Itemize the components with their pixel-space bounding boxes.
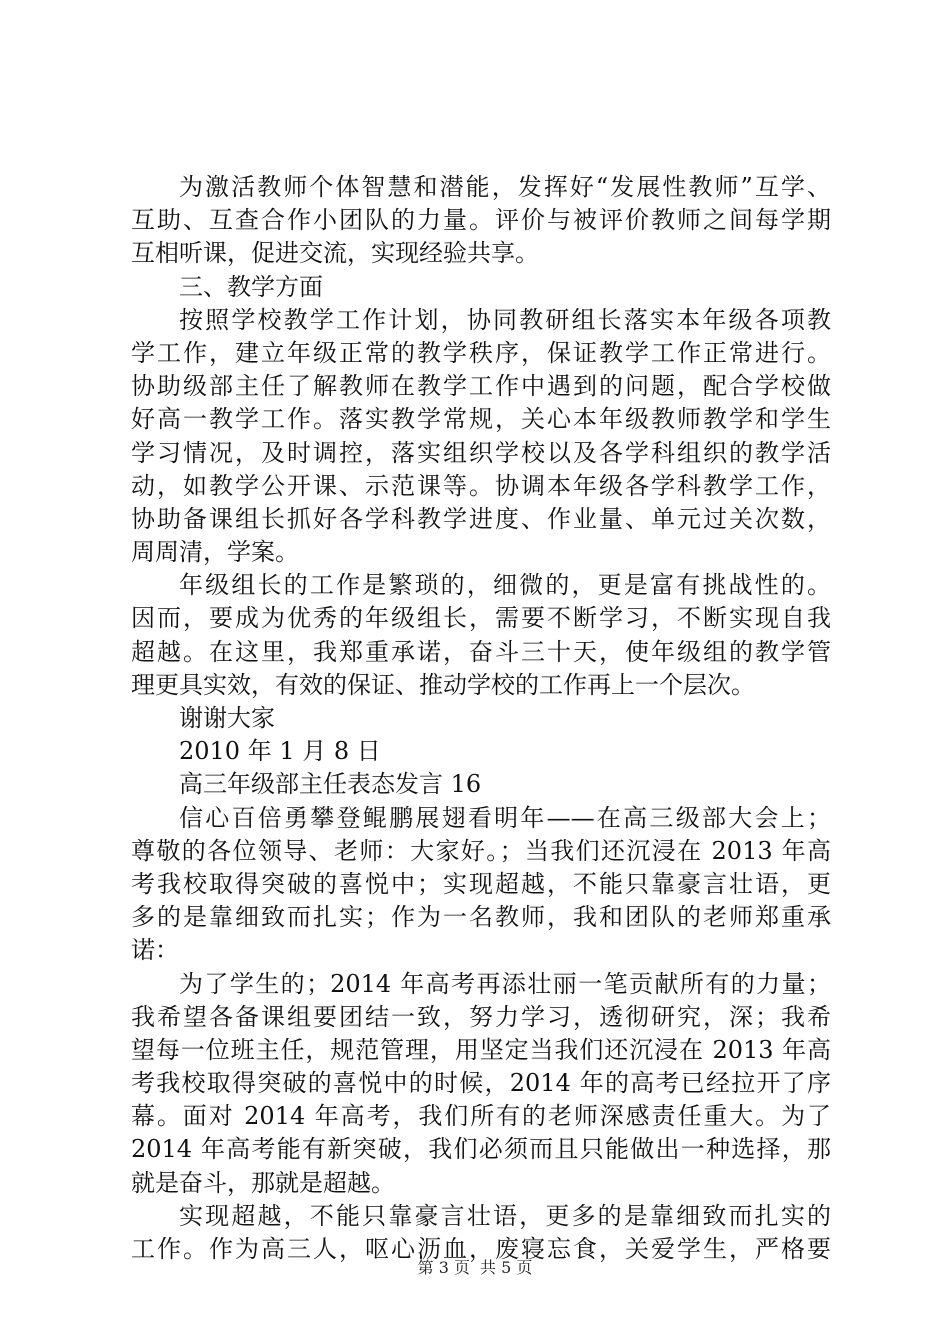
text-line: 高三年级部主任表态发言 16 bbox=[179, 770, 482, 799]
text-line: 动，如教学公开课、示范课等。协调本年级各学科教学工作， bbox=[131, 471, 831, 500]
text-line: 就是奋斗，那就是超越。 bbox=[131, 1168, 395, 1197]
text-line: 协助级部主任了解教师在教学工作中遇到的问题，配合学校做 bbox=[131, 372, 831, 401]
text-line: 超越。在这里，我郑重承诺，奋斗三十天，使年级组的教学管 bbox=[131, 637, 831, 666]
text-line: 考我校取得突破的喜悦中；实现超越，不能只靠豪言壮语，更 bbox=[131, 869, 831, 898]
document-body bbox=[131, 171, 831, 1266]
text-line: 理更具实效，有效的保证、推动学校的工作再上一个层次。 bbox=[131, 670, 755, 699]
page-footer bbox=[0, 1258, 950, 1278]
text-line: 工作。作为高三人，呕心沥血，废寝忘食，关爱学生，严格要 bbox=[131, 1235, 831, 1263]
text-line: 多的是靠细致而扎实；作为一名教师，我和团队的老师郑重承 bbox=[131, 903, 831, 932]
page-total: 共 5 页 bbox=[480, 1258, 533, 1277]
text-line: 为激活教师个体智慧和潜能，发挥好“发展性教师”互学、 bbox=[179, 173, 831, 201]
text-line: 2010 年 1 月 8 日 bbox=[179, 737, 381, 766]
text-line: 周周清，学案。 bbox=[131, 538, 299, 567]
text-line: 协助备课组长抓好各学科教学进度、作业量、单元过关次数， bbox=[131, 504, 831, 533]
text-line: 我希望各备课组要团结一致，努力学习，透彻研究，深；我希 bbox=[131, 1002, 831, 1031]
text-line: 望每一位班主任，规范管理，用坚定当我们还沉浸在 2013 年高 bbox=[131, 1035, 831, 1064]
text-line: 因而，要成为优秀的年级组长，需要不断学习，不断实现自我 bbox=[131, 604, 831, 633]
text-line: 互相听课，促进交流，实现经验共享。 bbox=[131, 239, 539, 268]
text-line: 考我校取得突破的喜悦中的时候，2014 年的高考已经拉开了序 bbox=[131, 1069, 831, 1098]
text-line: 尊敬的各位领导、老师：大家好。；当我们还沉浸在 2013 年高 bbox=[131, 836, 831, 865]
text-line: 学习情况，及时调控，落实组织学校以及各学科组织的教学活 bbox=[131, 438, 831, 467]
text-line: 互助、互查合作小团队的力量。评价与被评价教师之间每学期 bbox=[131, 206, 831, 235]
text-line: 好高一教学工作。落实教学常规，关心本年级教师教学和学生 bbox=[131, 405, 831, 434]
text-line: 信心百倍勇攀登鲲鹏展翅看明年——在高三级部大会上； bbox=[179, 803, 831, 832]
text-line: 为了学生的；2014 年高考再添壮丽一笔贡献所有的力量； bbox=[179, 969, 831, 998]
text-line: 按照学校教学工作计划，协同教研组长落实本年级各项教 bbox=[179, 305, 831, 334]
text-line: 谢谢大家 bbox=[179, 704, 275, 732]
text-line: 年级组长的工作是繁琐的，细微的，更是富有挑战性的。 bbox=[179, 571, 831, 600]
text-line: 三、教学方面 bbox=[179, 272, 323, 301]
text-line: 诺： bbox=[131, 936, 179, 965]
text-line: 2014 年高考能有新突破，我们必须而且只能做出一种选择，那 bbox=[131, 1135, 831, 1164]
text-line: 幕。面对 2014 年高考，我们所有的老师深感责任重大。为了 bbox=[131, 1102, 831, 1131]
text-line: 学工作，建立年级正常的教学秩序，保证教学工作正常进行。 bbox=[131, 338, 831, 367]
text-line: 实现超越，不能只靠豪言壮语，更多的是靠细致而扎实的 bbox=[179, 1201, 831, 1230]
page-number: 第 3 页 bbox=[417, 1258, 470, 1277]
